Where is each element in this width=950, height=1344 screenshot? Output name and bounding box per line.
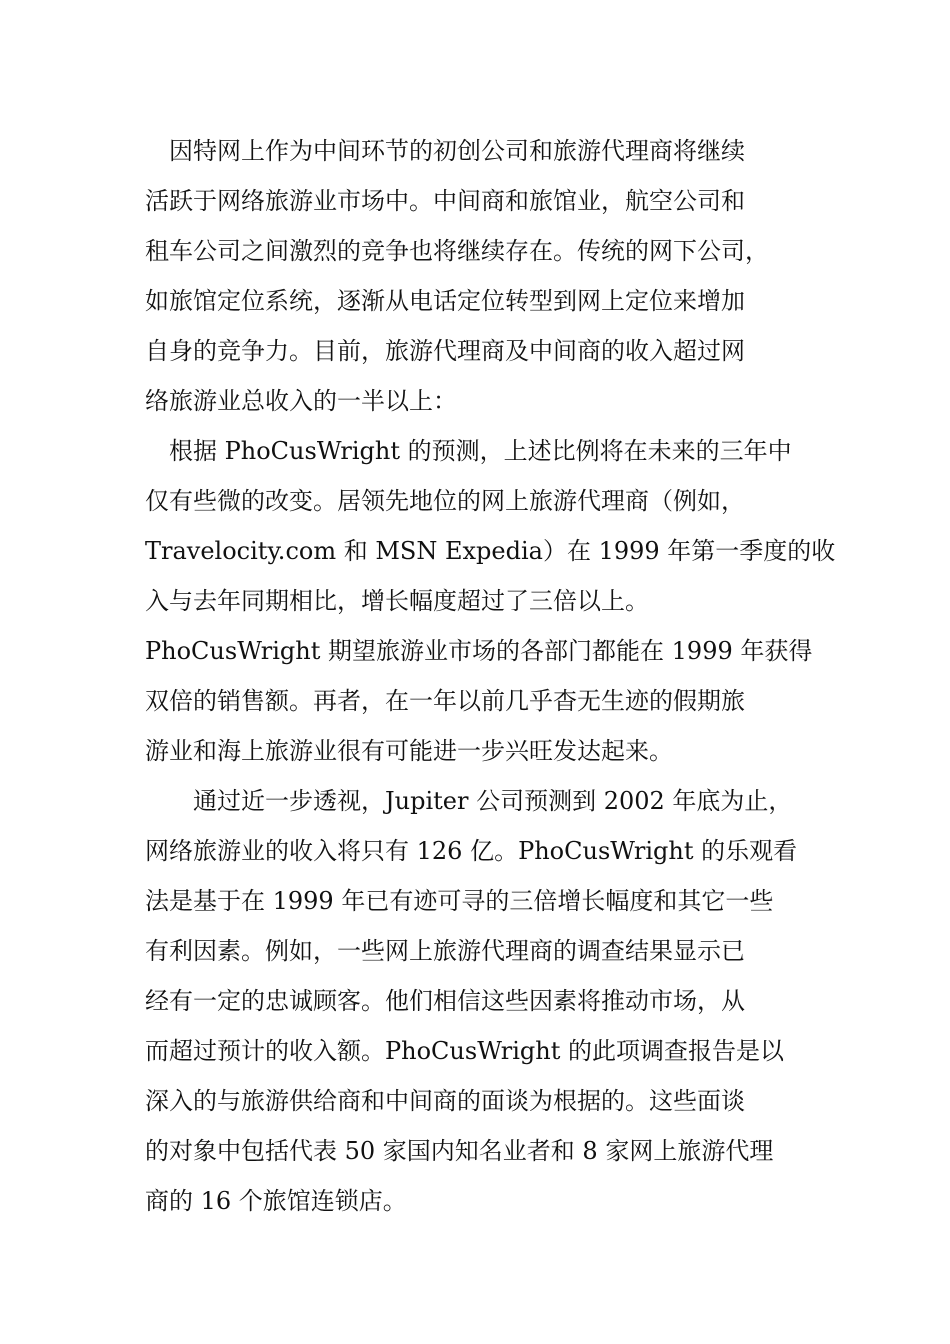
- paragraph-1: [145, 126, 805, 426]
- text-line: 法是基于在 1999 年已有迹可寻的三倍增长幅度和其它一些: [145, 887, 774, 915]
- text-line: 络旅游业总收入的一半以上：: [145, 387, 457, 415]
- text-line: 深入的与旅游供给商和中间商的面谈为根据的。这些面谈: [145, 1087, 745, 1115]
- text-line: 网络旅游业的收入将只有 126 亿。PhoCusWright 的乐观看: [145, 837, 798, 865]
- text-line: 而超过预计的收入额。PhoCusWright 的此项调查报告是以: [145, 1037, 785, 1065]
- text-line: 商的 16 个旅馆连锁店。: [145, 1187, 407, 1215]
- document-body: [145, 126, 836, 1226]
- text-line: PhoCusWright 期望旅游业市场的各部门都能在 1999 年获得: [145, 637, 813, 665]
- text-line: 的对象中包括代表 50 家国内知名业者和 8 家网上旅游代理: [145, 1137, 774, 1165]
- text-line: 租车公司之间激烈的竞争也将继续存在。传统的网下公司，: [145, 237, 769, 265]
- text-line: 自身的竞争力。目前，旅游代理商及中间商的收入超过网: [145, 337, 745, 365]
- text-line: 根据 PhoCusWright 的预测，上述比例将在未来的三年中: [145, 437, 792, 465]
- text-line: 通过近一步透视，Jupiter 公司预测到 2002 年底为止，: [145, 787, 793, 815]
- text-line: 双倍的销售额。再者，在一年以前几乎杳无生迹的假期旅: [145, 687, 745, 715]
- text-line: 如旅馆定位系统，逐渐从电话定位转型到网上定位来增加: [145, 287, 745, 315]
- paragraph-3: [145, 776, 805, 1226]
- text-line: 游业和海上旅游业很有可能进一步兴旺发达起来。: [145, 737, 673, 765]
- text-line: 仅有些微的改变。居领先地位的网上旅游代理商（例如，: [145, 487, 745, 515]
- text-line: 入与去年同期相比，增长幅度超过了三倍以上。: [145, 587, 649, 615]
- paragraph-2: [145, 426, 836, 776]
- text-line: 因特网上作为中间环节的初创公司和旅游代理商将继续: [145, 137, 745, 165]
- text-line: 经有一定的忠诚顾客。他们相信这些因素将推动市场，从: [145, 987, 745, 1015]
- text-line: Travelocity.com 和 MSN Expedia）在 1999 年第一季度的收: [145, 537, 836, 565]
- text-line: 活跃于网络旅游业市场中。中间商和旅馆业，航空公司和: [145, 187, 745, 215]
- text-line: 有利因素。例如，一些网上旅游代理商的调查结果显示已: [145, 937, 745, 965]
